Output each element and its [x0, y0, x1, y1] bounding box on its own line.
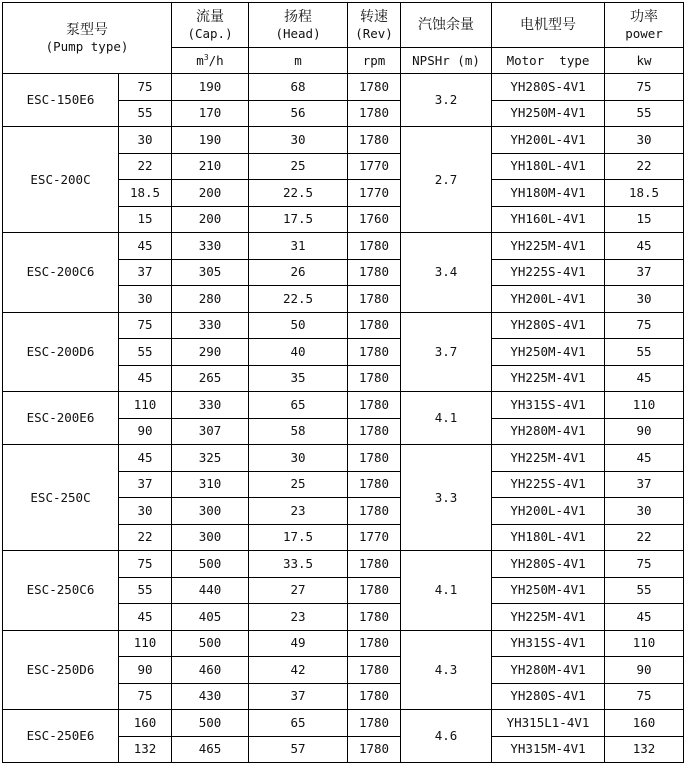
power-cell: 90 — [605, 418, 684, 445]
power-variant-cell: 75 — [119, 551, 172, 578]
pump-model-cell: ESC-200E6 — [3, 392, 119, 445]
motor-type-cell: YH225M-4V1 — [492, 233, 605, 260]
motor-header — [492, 3, 605, 48]
motor-type-cell: YH280S-4V1 — [492, 312, 605, 339]
flow-cell: 500 — [172, 630, 249, 657]
head-cell: 17.5 — [249, 524, 348, 551]
pump-model-cell: ESC-250C6 — [3, 551, 119, 631]
speed-header — [348, 3, 401, 48]
speed-cell: 1780 — [348, 657, 401, 684]
flow-cell: 265 — [172, 365, 249, 392]
power-variant-cell: 75 — [119, 74, 172, 101]
power-unit: kw — [605, 48, 684, 74]
flow-cell: 307 — [172, 418, 249, 445]
power-cell: 37 — [605, 471, 684, 498]
head-cell: 49 — [249, 630, 348, 657]
speed-cell: 1780 — [348, 365, 401, 392]
flow-cell: 330 — [172, 233, 249, 260]
table-row — [3, 710, 684, 737]
pump-model-cell: ESC-250E6 — [3, 710, 119, 763]
npsh-cell: 2.7 — [401, 127, 492, 233]
speed-cell: 1780 — [348, 233, 401, 260]
table-row — [3, 127, 684, 154]
motor-type-cell: YH250M-4V1 — [492, 577, 605, 604]
power-cell: 22 — [605, 153, 684, 180]
head-cell: 65 — [249, 710, 348, 737]
pump-model-cell: ESC-200D6 — [3, 312, 119, 392]
speed-cell: 1780 — [348, 286, 401, 313]
power-variant-cell: 45 — [119, 604, 172, 631]
power-variant-cell: 132 — [119, 736, 172, 763]
head-cell: 25 — [249, 471, 348, 498]
speed-cell: 1780 — [348, 392, 401, 419]
power-variant-cell: 22 — [119, 524, 172, 551]
power-variant-cell: 55 — [119, 100, 172, 127]
motor-type-cell: YH160L-4V1 — [492, 206, 605, 233]
npsh-header — [401, 3, 492, 48]
header-row — [3, 3, 684, 48]
motor-header-zh: 电机型号 — [520, 16, 577, 33]
npsh-unit: NPSHr (m) — [401, 48, 492, 74]
power-variant-cell: 45 — [119, 445, 172, 472]
flow-cell: 300 — [172, 524, 249, 551]
power-cell: 55 — [605, 339, 684, 366]
speed-cell: 1770 — [348, 153, 401, 180]
pump-model-cell: ESC-150E6 — [3, 74, 119, 127]
flow-cell: 200 — [172, 206, 249, 233]
table-row — [3, 233, 684, 260]
head-header — [249, 3, 348, 48]
motor-type-cell: YH180L-4V1 — [492, 524, 605, 551]
head-cell: 30 — [249, 127, 348, 154]
power-cell: 45 — [605, 445, 684, 472]
flow-cell: 440 — [172, 577, 249, 604]
npsh-cell: 4.1 — [401, 392, 492, 445]
head-cell: 23 — [249, 604, 348, 631]
flow-header-zh: 流量 — [196, 8, 225, 25]
flow-cell: 190 — [172, 127, 249, 154]
power-cell: 75 — [605, 551, 684, 578]
power-variant-cell: 15 — [119, 206, 172, 233]
head-cell: 35 — [249, 365, 348, 392]
speed-cell: 1780 — [348, 683, 401, 710]
power-cell: 37 — [605, 259, 684, 286]
motor-type-cell: YH315L1-4V1 — [492, 710, 605, 737]
head-cell: 17.5 — [249, 206, 348, 233]
power-cell: 55 — [605, 577, 684, 604]
motor-type-cell: YH225S-4V1 — [492, 471, 605, 498]
pump-type-header — [3, 3, 172, 74]
head-cell: 22.5 — [249, 180, 348, 207]
flow-cell: 405 — [172, 604, 249, 631]
npsh-header-zh: 汽蚀余量 — [418, 16, 475, 33]
pump-model-cell: ESC-250C — [3, 445, 119, 551]
speed-unit: rpm — [348, 48, 401, 74]
power-variant-cell: 110 — [119, 392, 172, 419]
speed-cell: 1780 — [348, 127, 401, 154]
head-cell: 23 — [249, 498, 348, 525]
pump-model-cell: ESC-250D6 — [3, 630, 119, 710]
speed-cell: 1780 — [348, 498, 401, 525]
speed-cell: 1780 — [348, 551, 401, 578]
pump-type-header-en: (Pump type) — [45, 38, 129, 54]
power-cell: 132 — [605, 736, 684, 763]
power-cell: 75 — [605, 312, 684, 339]
pump-type-header-zh: 泵型号 — [66, 21, 108, 38]
speed-cell: 1780 — [348, 630, 401, 657]
head-header-zh: 扬程 — [284, 8, 313, 25]
pump-spec-table — [2, 2, 684, 763]
motor-type-cell: YH315S-4V1 — [492, 392, 605, 419]
power-variant-cell: 37 — [119, 259, 172, 286]
power-header-zh: 功率 — [630, 8, 659, 25]
head-cell: 37 — [249, 683, 348, 710]
flow-header — [172, 3, 249, 48]
table-body — [3, 74, 684, 763]
flow-cell: 325 — [172, 445, 249, 472]
power-variant-cell: 30 — [119, 286, 172, 313]
power-cell: 160 — [605, 710, 684, 737]
flow-cell: 430 — [172, 683, 249, 710]
table-row — [3, 445, 684, 472]
power-variant-cell: 90 — [119, 657, 172, 684]
speed-cell: 1770 — [348, 180, 401, 207]
flow-cell: 200 — [172, 180, 249, 207]
power-cell: 45 — [605, 365, 684, 392]
npsh-cell: 4.3 — [401, 630, 492, 710]
npsh-cell: 3.4 — [401, 233, 492, 313]
head-cell: 40 — [249, 339, 348, 366]
speed-cell: 1780 — [348, 577, 401, 604]
table-row — [3, 630, 684, 657]
flow-cell: 170 — [172, 100, 249, 127]
flow-cell: 460 — [172, 657, 249, 684]
head-cell: 57 — [249, 736, 348, 763]
power-cell: 30 — [605, 498, 684, 525]
power-variant-cell: 110 — [119, 630, 172, 657]
power-variant-cell: 75 — [119, 312, 172, 339]
motor-type-cell: YH280M-4V1 — [492, 418, 605, 445]
flow-cell: 300 — [172, 498, 249, 525]
speed-cell: 1780 — [348, 74, 401, 101]
flow-cell: 280 — [172, 286, 249, 313]
power-cell: 45 — [605, 233, 684, 260]
head-cell: 27 — [249, 577, 348, 604]
npsh-cell: 4.1 — [401, 551, 492, 631]
power-cell: 110 — [605, 630, 684, 657]
npsh-cell: 3.7 — [401, 312, 492, 392]
flow-cell: 210 — [172, 153, 249, 180]
flow-cell: 500 — [172, 710, 249, 737]
power-header-en: power — [625, 25, 663, 41]
power-variant-cell: 18.5 — [119, 180, 172, 207]
flow-cell: 290 — [172, 339, 249, 366]
pump-model-cell: ESC-200C — [3, 127, 119, 233]
table-row — [3, 392, 684, 419]
head-cell: 42 — [249, 657, 348, 684]
speed-cell: 1770 — [348, 524, 401, 551]
power-variant-cell: 30 — [119, 127, 172, 154]
power-variant-cell: 37 — [119, 471, 172, 498]
power-header — [605, 3, 684, 48]
speed-cell: 1780 — [348, 471, 401, 498]
table-row — [3, 74, 684, 101]
head-unit: m — [249, 48, 348, 74]
head-cell: 25 — [249, 153, 348, 180]
power-cell: 30 — [605, 127, 684, 154]
power-variant-cell: 75 — [119, 683, 172, 710]
flow-unit-exponent: 3 — [203, 52, 209, 62]
table-row — [3, 312, 684, 339]
flow-cell: 330 — [172, 392, 249, 419]
motor-type-cell: YH280S-4V1 — [492, 74, 605, 101]
head-cell: 31 — [249, 233, 348, 260]
head-cell: 33.5 — [249, 551, 348, 578]
power-variant-cell: 30 — [119, 498, 172, 525]
power-cell: 30 — [605, 286, 684, 313]
flow-cell: 500 — [172, 551, 249, 578]
power-variant-cell: 55 — [119, 577, 172, 604]
motor-type-cell: YH180L-4V1 — [492, 153, 605, 180]
speed-cell: 1780 — [348, 339, 401, 366]
motor-type-cell: YH280S-4V1 — [492, 551, 605, 578]
power-cell: 22 — [605, 524, 684, 551]
speed-cell: 1780 — [348, 710, 401, 737]
speed-cell: 1780 — [348, 259, 401, 286]
power-cell: 75 — [605, 74, 684, 101]
flow-header-en: (Cap.) — [187, 25, 233, 41]
motor-unit: Motor type — [492, 48, 605, 74]
npsh-cell: 3.2 — [401, 74, 492, 127]
motor-type-cell: YH250M-4V1 — [492, 100, 605, 127]
speed-cell: 1780 — [348, 736, 401, 763]
head-cell: 22.5 — [249, 286, 348, 313]
npsh-cell: 4.6 — [401, 710, 492, 763]
flow-unit — [172, 48, 249, 74]
motor-type-cell: YH225M-4V1 — [492, 445, 605, 472]
power-cell: 55 — [605, 100, 684, 127]
head-cell: 58 — [249, 418, 348, 445]
power-cell: 75 — [605, 683, 684, 710]
speed-header-en: (Rev) — [355, 25, 393, 41]
motor-type-cell: YH225M-4V1 — [492, 365, 605, 392]
motor-type-cell: YH280M-4V1 — [492, 657, 605, 684]
motor-type-cell: YH315S-4V1 — [492, 630, 605, 657]
power-cell: 45 — [605, 604, 684, 631]
speed-cell: 1780 — [348, 418, 401, 445]
power-variant-cell: 90 — [119, 418, 172, 445]
motor-type-cell: YH180M-4V1 — [492, 180, 605, 207]
speed-cell: 1780 — [348, 604, 401, 631]
motor-type-cell: YH280S-4V1 — [492, 683, 605, 710]
power-cell: 18.5 — [605, 180, 684, 207]
motor-type-cell: YH250M-4V1 — [492, 339, 605, 366]
power-variant-cell: 160 — [119, 710, 172, 737]
speed-cell: 1780 — [348, 445, 401, 472]
flow-cell: 310 — [172, 471, 249, 498]
head-cell: 56 — [249, 100, 348, 127]
head-cell: 50 — [249, 312, 348, 339]
flow-cell: 190 — [172, 74, 249, 101]
power-cell: 110 — [605, 392, 684, 419]
power-cell: 90 — [605, 657, 684, 684]
flow-cell: 305 — [172, 259, 249, 286]
motor-type-cell: YH225S-4V1 — [492, 259, 605, 286]
speed-header-zh: 转速 — [360, 8, 389, 25]
motor-type-cell: YH200L-4V1 — [492, 286, 605, 313]
motor-type-cell: YH200L-4V1 — [492, 127, 605, 154]
pump-model-cell: ESC-200C6 — [3, 233, 119, 313]
speed-cell: 1760 — [348, 206, 401, 233]
npsh-cell: 3.3 — [401, 445, 492, 551]
power-variant-cell: 45 — [119, 365, 172, 392]
table-row — [3, 551, 684, 578]
motor-type-cell: YH225M-4V1 — [492, 604, 605, 631]
flow-cell: 465 — [172, 736, 249, 763]
flow-cell: 330 — [172, 312, 249, 339]
head-cell: 30 — [249, 445, 348, 472]
speed-cell: 1780 — [348, 100, 401, 127]
head-cell: 26 — [249, 259, 348, 286]
power-variant-cell: 55 — [119, 339, 172, 366]
power-variant-cell: 22 — [119, 153, 172, 180]
power-cell: 15 — [605, 206, 684, 233]
head-header-en: (Head) — [275, 25, 321, 41]
speed-cell: 1780 — [348, 312, 401, 339]
head-cell: 65 — [249, 392, 348, 419]
motor-type-cell: YH315M-4V1 — [492, 736, 605, 763]
flow-unit-base: m — [196, 52, 204, 68]
motor-type-cell: YH200L-4V1 — [492, 498, 605, 525]
flow-unit-suffix: /h — [208, 52, 224, 68]
head-cell: 68 — [249, 74, 348, 101]
power-variant-cell: 45 — [119, 233, 172, 260]
